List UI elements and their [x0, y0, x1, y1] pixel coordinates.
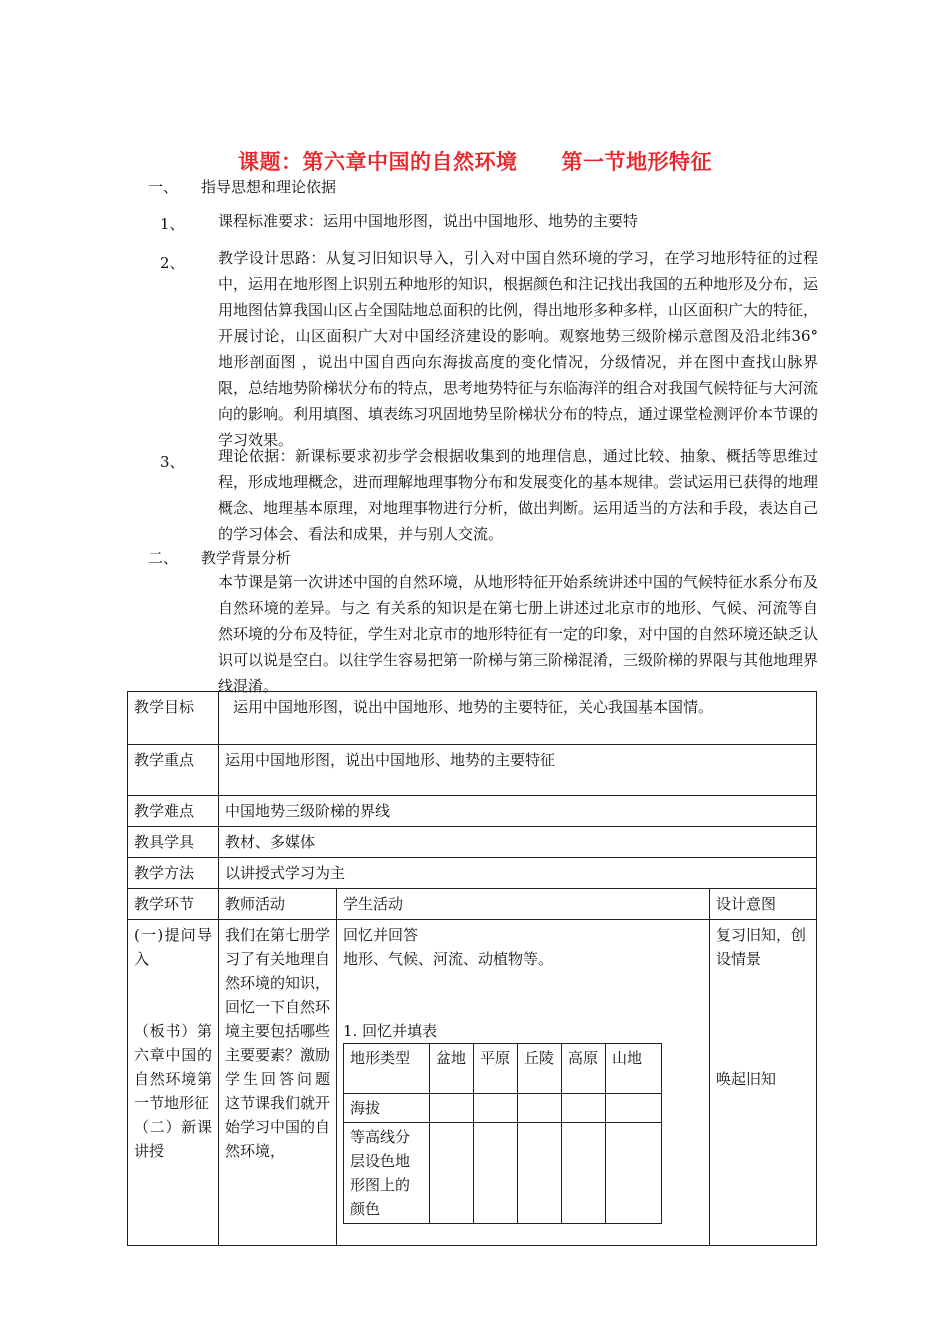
student-task: 1. 回忆并填表 — [343, 1022, 438, 1040]
terrain-blank[interactable] — [430, 1094, 474, 1123]
terrain-blank[interactable] — [430, 1123, 474, 1224]
row-label: 教学目标 — [128, 692, 219, 745]
header-teacher: 教师活动 — [219, 889, 337, 920]
terrain-blank[interactable] — [562, 1123, 606, 1224]
terrain-row — [344, 1094, 662, 1123]
terrain-header: 丘陵 — [518, 1044, 562, 1094]
section2-text: 本节课是第一次讲述中国的自然环境，从地形特征开始系统讲述中国的气候特征水系分布及自然环境的差异。与之 有关系的知识是在第七册上讲述过北京市的地形、气候、河流等自然环境的分布及特征，学生对北京市的地形特征有一定的印象，对中国的自然环境还缺乏认识可以说是空白。以往学生容易把第一阶梯与第三阶梯混淆，三级阶梯的界限与其他地理界线混淆。 — [218, 573, 819, 695]
table-row — [128, 920, 817, 1246]
title-chapter: 课题：第六章中国的自然环境 — [238, 149, 518, 174]
row-value: 运用中国地形图，说出中国地形、地势的主要特征 — [219, 745, 817, 796]
item1-num: 1、 — [160, 215, 185, 233]
terrain-blank[interactable] — [606, 1123, 662, 1224]
item2-num: 2、 — [160, 254, 185, 272]
intent-line1: 复习旧知，创设情景 — [716, 926, 807, 968]
student-cell — [337, 920, 710, 1246]
student-line1: 回忆并回答 — [343, 926, 419, 944]
terrain-blank[interactable] — [474, 1123, 518, 1224]
stage-part3: （二）新课讲授 — [134, 1118, 212, 1160]
table-row — [128, 796, 817, 827]
terrain-row-label: 海拔 — [344, 1094, 430, 1123]
table-row — [128, 692, 817, 745]
item2-text: 教学设计思路：从复习旧知识导入，引入对中国自然环境的学习，在学习地形特征的过程中，运用在地形图上识别五种地形的知识，根据颜色和注记找出我国的五种地形及分布，运用地图估算我国山区占全国陆地总面积的比例，得出地形多种多样，山区面积广大的特征，开展讨论，山区面积广大对中国经济建设的影响。观察地势三级阶梯示意图及沿北纬36° 地形剖面图 ，说出中国自西向东海拔高度的变化情况，分级情况，并在图中查找山脉界限，总结地势阶梯状分布的特点，思考地势特征与东临海洋的组合对我国气候特征与大河流向的影响。利用填图、填表练习巩固地势呈阶梯状分布的特点，通过课堂检测评价本节课的学习效果。 — [218, 249, 819, 449]
student-line2: 地形、气候、河流、动植物等。 — [343, 950, 554, 968]
row-value: 运用中国地形图，说出中国地形、地势的主要特征，关心我国基本国情。 — [219, 692, 817, 745]
title-section: 第一节地形特征 — [561, 149, 712, 174]
table-header-row — [128, 889, 817, 920]
teacher-cell: 我们在第七册学习了有关地理自然环境的知识，回忆一下自然环境主要包括哪些主要要素？激励学生回答问题 这节课我们就开始学习中国的自然环境， — [219, 920, 337, 1246]
header-student: 学生活动 — [337, 889, 710, 920]
item3-num: 3、 — [160, 453, 185, 471]
terrain-row — [344, 1123, 662, 1224]
stage-part1: (一)提问导入 — [134, 926, 212, 968]
row-label: 教学重点 — [128, 745, 219, 796]
terrain-blank[interactable] — [562, 1094, 606, 1123]
intent-line2: 唤起旧知 — [716, 1070, 777, 1088]
terrain-blank[interactable] — [474, 1094, 518, 1123]
item3-text: 理论依据：新课标要求初步学会根据收集到的地理信息，通过比较、抽象、概括等思维过程，形成地理概念，进而理解地理事物分布和发展变化的基本规律。尝试运用已获得的地理概念、地理基本原理，对地理事物进行分析，做出判断。运用适当的方法和手段，表达自己的学习体会、看法和成果，并与别人交流。 — [218, 447, 819, 543]
terrain-blank[interactable] — [606, 1094, 662, 1123]
terrain-header-row — [344, 1044, 662, 1094]
terrain-header: 高原 — [562, 1044, 606, 1094]
header-stage: 教学环节 — [128, 889, 219, 920]
table-row — [128, 858, 817, 889]
header-intent: 设计意图 — [710, 889, 817, 920]
lesson-table — [127, 691, 817, 1246]
terrain-header: 山地 — [606, 1044, 662, 1094]
terrain-header: 盆地 — [430, 1044, 474, 1094]
terrain-header: 地形类型 — [344, 1044, 430, 1094]
row-value: 教材、多媒体 — [219, 827, 817, 858]
terrain-row-label: 等高线分层设色地形图上的颜色 — [344, 1123, 430, 1224]
section1-num: 一、 — [148, 178, 179, 196]
table-row — [128, 745, 817, 796]
row-label: 教具学具 — [128, 827, 219, 858]
section1-heading: 指导思想和理论依据 — [201, 178, 337, 196]
row-label: 教学难点 — [128, 796, 219, 827]
row-value: 中国地势三级阶梯的界线 — [219, 796, 817, 827]
stage-part2: （板书）第六章中国的自然环境第一节地形征 — [134, 1022, 212, 1112]
intent-cell — [710, 920, 817, 1246]
terrain-blank[interactable] — [518, 1094, 562, 1123]
section2-heading: 教学背景分析 — [201, 549, 292, 567]
table-row — [128, 827, 817, 858]
item1-text: 课程标准要求：运用中国地形图，说出中国地形、地势的主要特 — [218, 212, 639, 230]
terrain-header: 平原 — [474, 1044, 518, 1094]
terrain-blank[interactable] — [518, 1123, 562, 1224]
stage-cell — [128, 920, 219, 1246]
terrain-table — [343, 1043, 662, 1224]
section2-num: 二、 — [148, 549, 179, 567]
row-label: 教学方法 — [128, 858, 219, 889]
row-value: 以讲授式学习为主 — [219, 858, 817, 889]
page-title — [0, 146, 950, 176]
